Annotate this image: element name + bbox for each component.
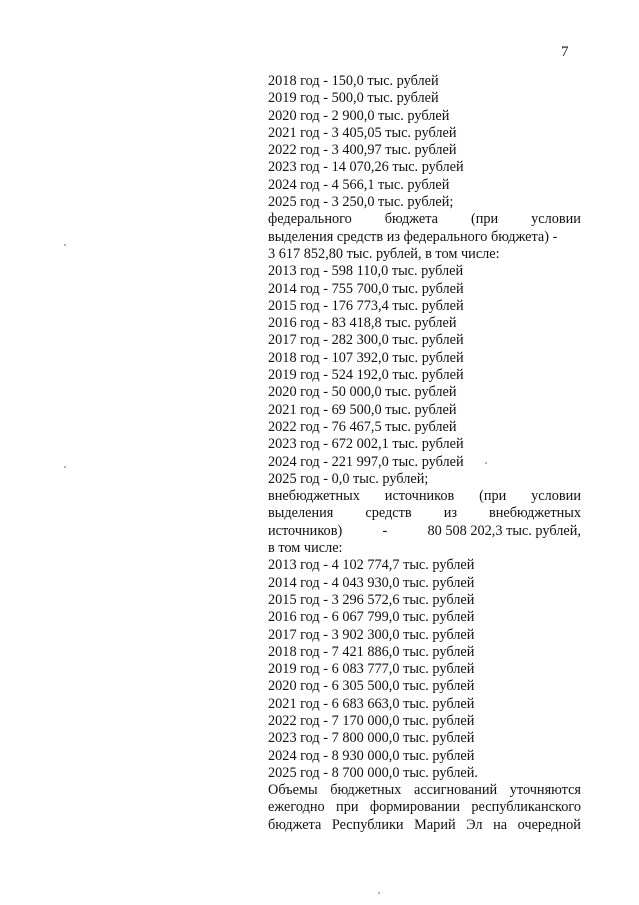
scan-speck [64,244,66,246]
text-line: 2014 год - 4 043 930,0 тыс. рублей [268,574,475,591]
text-line: 2017 год - 282 300,0 тыс. рублей [268,332,464,349]
text-word: внебюджетных [268,488,360,505]
scan-speck [378,892,380,894]
text-line: 2018 год - 150,0 тыс. рублей [268,73,439,89]
scan-speck [64,466,66,468]
text-line: 2019 год - 6 083 777,0 тыс. рублей [268,661,475,678]
text-word: 80 508 202,3 тыс. рублей, [427,522,581,539]
text-line: 2014 год - 755 700,0 тыс. рублей [268,280,464,297]
text-line: 2021 год - 6 683 663,0 тыс. рублей [268,695,475,712]
text-word: формировании [369,799,461,816]
text-line [268,817,581,834]
text-line: 2016 год - 6 067 799,0 тыс. рублей [268,609,475,626]
text-line: в том числе: [268,540,343,557]
text-line: 2021 год - 3 405,05 тыс. рублей [268,124,457,141]
scan-speck [485,462,487,464]
text-line: 2015 год - 3 296 572,6 тыс. рублей [268,591,475,608]
text-line: 2017 год - 3 902 300,0 тыс. рублей [268,626,475,643]
text-word: республиканского [471,799,581,816]
text-line: 2020 год - 2 900,0 тыс. рублей [268,107,450,124]
text-word: федерального [268,211,352,228]
text-line: 2021 год - 69 500,0 тыс. рублей [268,401,457,418]
text-line: 2025 год - 0,0 тыс. рублей; [268,470,429,487]
text-word: из [443,505,457,522]
text-line: 2018 год - 7 421 886,0 тыс. рублей [268,643,475,660]
text-word: Эл [466,816,483,833]
text-word: при [336,799,359,816]
text-word: (при [470,211,499,228]
text-word: условии [531,488,581,505]
text-word: выделения [268,505,334,522]
text-line: 2024 год - 221 997,0 тыс. рублей [268,453,464,470]
text-line: выделения средств из федерального бюджета) - [268,228,558,245]
text-line: 3 617 852,80 тыс. рублей, в том числе: [268,245,500,262]
text-line [268,523,581,540]
text-word: (при [479,488,507,505]
text-line: 2020 год - 6 305 500,0 тыс. рублей [268,678,475,695]
text-line: 2019 год - 524 192,0 тыс. рублей [268,367,464,384]
text-line: 2025 год - 3 250,0 тыс. рублей; [268,194,454,211]
text-line: 2022 год - 76 467,5 тыс. рублей [268,418,457,435]
text-word: бюджета [384,211,439,228]
text-line: 2023 год - 7 800 000,0 тыс. рублей [268,730,475,747]
text-word: на [493,816,508,833]
text-line: 2023 год - 14 070,26 тыс. рублей [268,159,464,176]
text-line: 2018 год - 107 392,0 тыс. рублей [268,349,464,366]
text-line: 2013 год - 4 102 774,7 тыс. рублей [268,557,475,574]
text-line [268,505,581,522]
text-word: источников [384,488,455,505]
text-word: средств [365,505,412,522]
text-line: 2013 год - 598 110,0 тыс. рублей [268,263,464,280]
text-line: 2023 год - 672 002,1 тыс. рублей [268,436,464,453]
text-line: 2016 год - 83 418,8 тыс. рублей [268,315,457,332]
text-word: бюджета [268,816,322,833]
text-word: ежегодно [268,799,325,816]
text-word: - [382,522,388,539]
text-line: 2024 год - 8 930 000,0 тыс. рублей [268,747,475,764]
text-line: 2025 год - 8 700 000,0 тыс. рублей. [268,764,478,781]
text-word: уточняются [509,782,581,799]
text-line: 2020 год - 50 000,0 тыс. рублей [268,384,457,401]
text-word: условии [531,211,581,228]
text-word: внебюджетных [489,505,581,522]
text-word: ассигнований [413,782,498,799]
text-line [268,799,581,816]
text-line: 2015 год - 176 773,4 тыс. рублей [268,297,464,314]
text-word: источников) [268,522,343,539]
text-word: Марий [414,816,456,833]
text-word: бюджетных [330,782,402,799]
text-line [268,211,581,228]
text-line: 2022 год - 7 170 000,0 тыс. рублей [268,712,475,729]
text-word: Объемы [268,782,318,799]
text-word: очередной [517,816,581,833]
text-line: 2019 год - 500,0 тыс. рублей [268,90,439,107]
text-line [268,782,581,799]
text-word: Республики [331,816,404,833]
document-body [268,73,581,834]
text-line: 2024 год - 4 566,1 тыс. рублей [268,176,450,193]
text-line: 2022 год - 3 400,97 тыс. рублей [268,142,457,159]
page-number: 7 [561,44,569,60]
text-line [268,488,581,505]
